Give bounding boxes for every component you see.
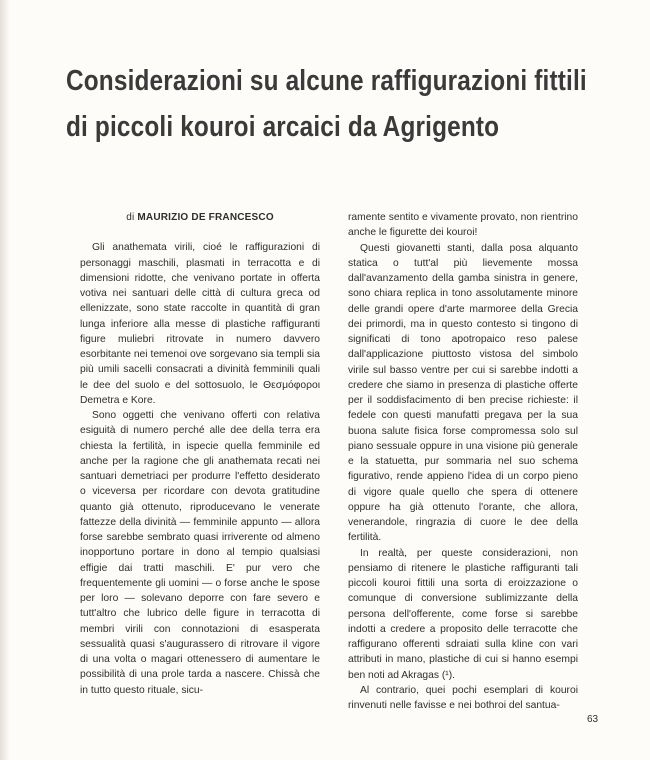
page-number: 63 xyxy=(587,714,599,725)
author-name: MAURIZIO DE FRANCESCO xyxy=(137,212,274,223)
right-column xyxy=(348,210,578,713)
title-line-2: di piccoli kouroi arcaici da Agrigento xyxy=(66,111,500,143)
byline-prefix: di xyxy=(126,212,135,223)
paragraph: Al contrario, quei pochi esemplari di kouroi rinvenuti nelle favisse e nei bothroi del santua- xyxy=(348,684,578,711)
paragraph: In realtà, per queste considerazioni, non pensiamo di ritenere le plastiche raffiguranti tali piccoli kouroi fittili una sorta di eroizzazione o comunque di conversione sublimizzante della persona dell'offerente, come forse si sarebbe indotti a credere a proposito delle terracotte che raffigurano offerenti sdraiati sulla kline con vari attributi in mano, plastiche di cui si hanno esempi ben noti ad Akragas (¹). xyxy=(348,547,578,681)
paragraph: Sono oggetti che venivano offerti con relativa esiguità di numero perché alle dee della terra era chiesta la fertilità, in ispecie quella femminile ed anche per la ragione che gli anathemata recati nei santuari demetriaci per produrre l'effetto desiderato o viceversa per ricordare con devota gratitudine quanto già ottenuto, riproducevano le venerate fattezze della divinità — femminile appunto — allora forse sarebbe sembrato quasi irriverente od almeno inopportuno portare in dono al tempio qualsiasi effigie dai tratti maschili. E' pur vero che frequentemente gli uomini — o forse anche le spose per loro — solevano deporre con fare severo e tutt'altro che lubrico delle figure in terracotta di membri virili con connotazioni di esasperata sessualità quasi s'augurassero di ritrovare il vigore di una volta o magari ottenessero di aumentare le possibilità di una prole tarda a nascere. Chissà che in tutto questo rituale, sicu- xyxy=(80,410,320,696)
page-edge-shadow xyxy=(0,0,10,760)
left-column xyxy=(80,210,320,698)
byline xyxy=(80,210,320,225)
paragraph: Questi giovanetti stanti, dalla posa alquanto statica o tutt'al più lievemente mossa dall'avanzamento della gamba sinistra in genere, sono chiara replica in tono assolutamente minore delle grandi opere d'arte marmoree della Grecia dei primordi, ma in questo contesto si tingono di significati di tono apotropaico reso palese dall'applicazione piuttosto vistosa del simbolo virile sul basso ventre per cui si sarebbe indotti a credere che siamo in presenza di plastiche offerte per il soddisfacimento di ben precise richieste: il fedele con questi manufatti pregava per la sua buona salute fisica forse compromessa solo sul piano sessuale oppure in una visione più generale e la statuetta, pur sommaria nel suo schema figurativo, rende appieno l'idea di un corpo pieno di vigore quale quello che spera di ottenere oppure ha già ottenuto l'orante, che allora, venerandole, ringrazia di cuore le dee della fertilità. xyxy=(348,242,578,544)
paragraph-continued: ramente sentito e vivamente provato, non rientrino anche le figurette dei kouroi! xyxy=(348,212,578,239)
title-line-1: Considerazioni su alcune raffigurazioni fittili xyxy=(66,65,587,97)
article-title xyxy=(66,58,587,150)
paragraph: Gli anathemata virili, cioé le raffigurazioni di personaggi maschili, plasmati in terracotta e di dimensioni ridotte, che venivano portate in offerta votiva nei santuari delle città di cultura greca od ellenizzate, sono state raccolte in quantità di gran lunga inferiore alla messe di plastiche raffiguranti figure muliebri ritrovate in numero davvero esorbitante nei temenoi ove sorgevano sia templi sia più umili sacelli consacrati a divinità femminili quali le dee del suolo e del sottosuolo, le Θεσμόφοροι Demetra e Kore. xyxy=(80,242,320,406)
